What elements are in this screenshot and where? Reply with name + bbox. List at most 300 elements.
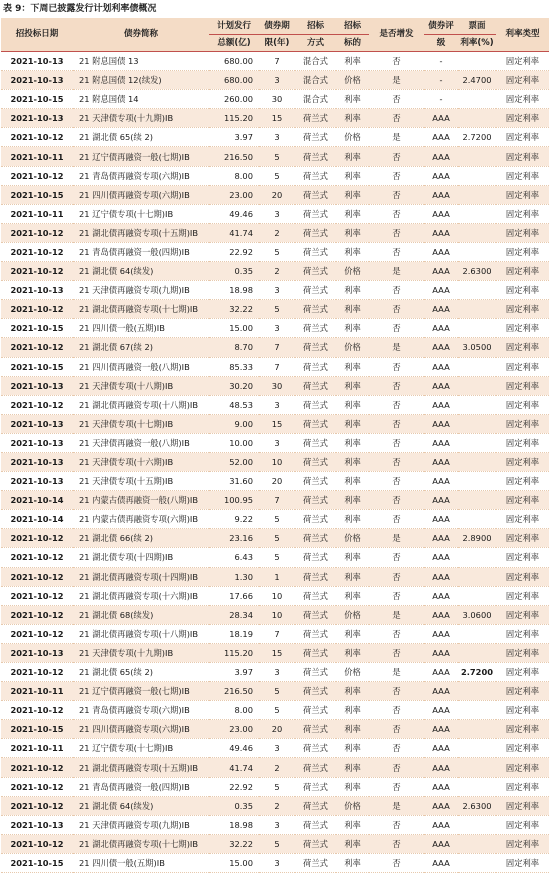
cell-reissue: 否 <box>369 52 424 71</box>
cell-date: 2021-10-13 <box>1 52 73 71</box>
cell-amount: 30.20 <box>209 376 259 395</box>
cell-bond-name: 21 四川债再融资专项(六期)IB <box>73 185 209 204</box>
cell-amount: 18.98 <box>209 815 259 834</box>
table-row <box>1 242 549 261</box>
cell-date: 2021-10-12 <box>1 605 73 624</box>
cell-amount: 17.66 <box>209 586 259 605</box>
cell-method: 荷兰式 <box>295 338 336 357</box>
cell-method: 荷兰式 <box>295 357 336 376</box>
cell-rate-type: 固定利率 <box>496 510 549 529</box>
cell-target: 价格 <box>336 71 369 90</box>
cell-rate-type: 固定利率 <box>496 720 549 739</box>
cell-coupon: 2.6300 <box>458 796 496 815</box>
cell-term: 3 <box>259 853 295 872</box>
cell-rate-type: 固定利率 <box>496 529 549 548</box>
cell-reissue: 否 <box>369 777 424 796</box>
cell-term: 3 <box>259 433 295 452</box>
cell-method: 荷兰式 <box>295 109 336 128</box>
cell-method: 荷兰式 <box>295 663 336 682</box>
cell-reissue: 否 <box>369 452 424 471</box>
cell-rating: AAA <box>424 223 458 242</box>
table-row <box>1 433 549 452</box>
cell-coupon <box>458 433 496 452</box>
cell-rate-type: 固定利率 <box>496 395 549 414</box>
cell-method: 荷兰式 <box>295 624 336 643</box>
cell-rate-type: 固定利率 <box>496 834 549 853</box>
cell-term: 5 <box>259 300 295 319</box>
cell-method: 荷兰式 <box>295 376 336 395</box>
table-row <box>1 472 549 491</box>
cell-reissue: 否 <box>369 643 424 662</box>
cell-target: 利率 <box>336 376 369 395</box>
cell-amount: 41.74 <box>209 758 259 777</box>
cell-method: 荷兰式 <box>295 643 336 662</box>
cell-reissue: 是 <box>369 71 424 90</box>
cell-date: 2021-10-12 <box>1 586 73 605</box>
cell-target: 利率 <box>336 90 369 109</box>
cell-date: 2021-10-12 <box>1 395 73 414</box>
cell-target: 利率 <box>336 452 369 471</box>
cell-bond-name: 21 湖北债 65(续 2) <box>73 128 209 147</box>
table-row <box>1 605 549 624</box>
cell-amount: 8.00 <box>209 701 259 720</box>
cell-coupon <box>458 357 496 376</box>
cell-date: 2021-10-13 <box>1 452 73 471</box>
cell-term: 2 <box>259 758 295 777</box>
cell-amount: 22.92 <box>209 242 259 261</box>
cell-target: 利率 <box>336 682 369 701</box>
cell-rate-type: 固定利率 <box>496 90 549 109</box>
cell-coupon <box>458 643 496 662</box>
header-amount-unit: 总额(亿) <box>209 35 259 52</box>
table-row <box>1 739 549 758</box>
cell-method: 荷兰式 <box>295 395 336 414</box>
cell-coupon <box>458 395 496 414</box>
cell-rating: AAA <box>424 777 458 796</box>
header-coupon: 票面 <box>458 18 496 35</box>
cell-bond-name: 21 湖北债 66(续 2) <box>73 529 209 548</box>
cell-rating: AAA <box>424 548 458 567</box>
cell-coupon: 2.7200 <box>458 663 496 682</box>
cell-date: 2021-10-15 <box>1 720 73 739</box>
table-row <box>1 510 549 529</box>
cell-reissue: 否 <box>369 586 424 605</box>
cell-amount: 8.70 <box>209 338 259 357</box>
cell-date: 2021-10-13 <box>1 281 73 300</box>
cell-method: 荷兰式 <box>295 166 336 185</box>
cell-amount: 22.92 <box>209 777 259 796</box>
cell-method: 荷兰式 <box>295 834 336 853</box>
cell-bond-name: 21 青岛债再融资专项(六期)IB <box>73 701 209 720</box>
header-coupon-unit: 利率(%) <box>458 35 496 52</box>
cell-reissue: 否 <box>369 815 424 834</box>
table-row <box>1 834 549 853</box>
cell-bond-name: 21 天津债专项(十八期)IB <box>73 376 209 395</box>
cell-date: 2021-10-15 <box>1 853 73 872</box>
cell-term: 5 <box>259 777 295 796</box>
table-row <box>1 452 549 471</box>
cell-bond-name: 21 湖北债再融资专项(十八期)IB <box>73 624 209 643</box>
cell-target: 利率 <box>336 281 369 300</box>
cell-amount: 9.22 <box>209 510 259 529</box>
table-row <box>1 548 549 567</box>
rate-bond-issuance-table <box>1 18 549 873</box>
cell-date: 2021-10-14 <box>1 491 73 510</box>
cell-target: 利率 <box>336 185 369 204</box>
cell-amount: 23.16 <box>209 529 259 548</box>
cell-rating: AAA <box>424 452 458 471</box>
cell-method: 荷兰式 <box>295 682 336 701</box>
cell-reissue: 否 <box>369 300 424 319</box>
cell-amount: 8.00 <box>209 166 259 185</box>
cell-reissue: 否 <box>369 281 424 300</box>
cell-term: 5 <box>259 701 295 720</box>
cell-method: 混合式 <box>295 52 336 71</box>
cell-target: 利率 <box>336 414 369 433</box>
cell-term: 1 <box>259 567 295 586</box>
table-row <box>1 204 549 223</box>
cell-coupon <box>458 720 496 739</box>
cell-target: 价格 <box>336 338 369 357</box>
cell-amount: 18.19 <box>209 624 259 643</box>
cell-term: 3 <box>259 204 295 223</box>
cell-bond-name: 21 天津债再融资一般(八期)IB <box>73 433 209 452</box>
cell-target: 利率 <box>336 510 369 529</box>
header-rate-type: 利率类型 <box>496 18 549 52</box>
cell-rate-type: 固定利率 <box>496 357 549 376</box>
cell-term: 30 <box>259 90 295 109</box>
cell-rating: AAA <box>424 739 458 758</box>
cell-method: 荷兰式 <box>295 548 336 567</box>
cell-bond-name: 21 青岛债再融资一般(四期)IB <box>73 242 209 261</box>
cell-target: 利率 <box>336 720 369 739</box>
cell-amount: 41.74 <box>209 223 259 242</box>
cell-bond-name: 21 湖北债再融资专项(十五期)IB <box>73 223 209 242</box>
cell-rating: AAA <box>424 605 458 624</box>
cell-amount: 6.43 <box>209 548 259 567</box>
cell-method: 荷兰式 <box>295 758 336 777</box>
header-rating-line2: 级 <box>424 35 458 52</box>
cell-date: 2021-10-13 <box>1 376 73 395</box>
cell-bond-name: 21 天津债专项(十六期)IB <box>73 452 209 471</box>
cell-method: 荷兰式 <box>295 777 336 796</box>
cell-coupon <box>458 586 496 605</box>
cell-bond-name: 21 辽宁债再融资一般(七期)IB <box>73 147 209 166</box>
cell-rating: AAA <box>424 357 458 376</box>
cell-term: 20 <box>259 720 295 739</box>
cell-date: 2021-10-13 <box>1 815 73 834</box>
cell-bond-name: 21 湖北债再融资专项(十五期)IB <box>73 758 209 777</box>
header-target-line2: 标的 <box>336 35 369 52</box>
cell-date: 2021-10-15 <box>1 357 73 376</box>
cell-rating: AAA <box>424 529 458 548</box>
cell-target: 利率 <box>336 433 369 452</box>
cell-term: 30 <box>259 376 295 395</box>
cell-reissue: 否 <box>369 548 424 567</box>
cell-rating: AAA <box>424 663 458 682</box>
cell-reissue: 否 <box>369 204 424 223</box>
cell-method: 荷兰式 <box>295 586 336 605</box>
cell-rating: AAA <box>424 414 458 433</box>
cell-coupon: 3.0500 <box>458 338 496 357</box>
cell-term: 7 <box>259 52 295 71</box>
table-row <box>1 529 549 548</box>
cell-method: 荷兰式 <box>295 491 336 510</box>
table-row <box>1 223 549 242</box>
header-bond-name: 债券简称 <box>73 18 209 52</box>
header-row <box>1 18 549 35</box>
cell-rating: AAA <box>424 281 458 300</box>
cell-rating: AAA <box>424 242 458 261</box>
cell-date: 2021-10-12 <box>1 624 73 643</box>
table-row <box>1 853 549 872</box>
cell-rate-type: 固定利率 <box>496 605 549 624</box>
cell-term: 2 <box>259 223 295 242</box>
cell-reissue: 否 <box>369 109 424 128</box>
cell-date: 2021-10-11 <box>1 682 73 701</box>
cell-rate-type: 固定利率 <box>496 796 549 815</box>
cell-rate-type: 固定利率 <box>496 567 549 586</box>
cell-reissue: 否 <box>369 472 424 491</box>
cell-rate-type: 固定利率 <box>496 452 549 471</box>
cell-rate-type: 固定利率 <box>496 166 549 185</box>
cell-target: 利率 <box>336 739 369 758</box>
cell-rate-type: 固定利率 <box>496 338 549 357</box>
cell-coupon <box>458 223 496 242</box>
cell-rate-type: 固定利率 <box>496 682 549 701</box>
cell-rating: AAA <box>424 491 458 510</box>
cell-bond-name: 21 青岛债再融资一般(四期)IB <box>73 777 209 796</box>
cell-term: 3 <box>259 71 295 90</box>
cell-reissue: 否 <box>369 433 424 452</box>
table-row <box>1 357 549 376</box>
cell-bond-name: 21 四川债一般(五期)IB <box>73 853 209 872</box>
cell-rate-type: 固定利率 <box>496 643 549 662</box>
table-row <box>1 71 549 90</box>
cell-coupon <box>458 815 496 834</box>
cell-bond-name: 21 四川债再融资专项(六期)IB <box>73 720 209 739</box>
cell-reissue: 否 <box>369 242 424 261</box>
cell-coupon <box>458 242 496 261</box>
cell-method: 荷兰式 <box>295 472 336 491</box>
cell-coupon <box>458 682 496 701</box>
cell-term: 5 <box>259 682 295 701</box>
table-row <box>1 624 549 643</box>
cell-method: 混合式 <box>295 90 336 109</box>
cell-rate-type: 固定利率 <box>496 491 549 510</box>
cell-rating: AAA <box>424 701 458 720</box>
cell-term: 10 <box>259 452 295 471</box>
cell-amount: 23.00 <box>209 720 259 739</box>
cell-bond-name: 21 附息国债 13 <box>73 52 209 71</box>
cell-bond-name: 21 天津债再融资专项(九期)IB <box>73 281 209 300</box>
table-row <box>1 491 549 510</box>
cell-reissue: 是 <box>369 128 424 147</box>
cell-target: 利率 <box>336 242 369 261</box>
cell-rate-type: 固定利率 <box>496 663 549 682</box>
cell-coupon <box>458 701 496 720</box>
table-row <box>1 281 549 300</box>
cell-term: 5 <box>259 510 295 529</box>
cell-reissue: 否 <box>369 701 424 720</box>
cell-rate-type: 固定利率 <box>496 300 549 319</box>
cell-term: 5 <box>259 548 295 567</box>
header-rating: 债券评 <box>424 18 458 35</box>
cell-rating: AAA <box>424 300 458 319</box>
cell-target: 利率 <box>336 548 369 567</box>
cell-term: 3 <box>259 395 295 414</box>
cell-target: 利率 <box>336 319 369 338</box>
cell-rate-type: 固定利率 <box>496 376 549 395</box>
cell-reissue: 是 <box>369 663 424 682</box>
cell-rating: - <box>424 52 458 71</box>
cell-coupon <box>458 300 496 319</box>
cell-amount: 9.00 <box>209 414 259 433</box>
table-caption: 表 9：下周已披露发行计划利率债概况 <box>3 4 157 14</box>
cell-reissue: 否 <box>369 414 424 433</box>
cell-bond-name: 21 湖北债 64(续发) <box>73 796 209 815</box>
cell-rate-type: 固定利率 <box>496 319 549 338</box>
cell-method: 混合式 <box>295 71 336 90</box>
cell-reissue: 否 <box>369 510 424 529</box>
cell-target: 利率 <box>336 491 369 510</box>
cell-amount: 23.00 <box>209 185 259 204</box>
cell-bond-name: 21 四川债一般(五期)IB <box>73 319 209 338</box>
table-row <box>1 147 549 166</box>
cell-term: 7 <box>259 624 295 643</box>
cell-bond-name: 21 内蒙古债再融资一般(八期)IB <box>73 491 209 510</box>
header-target: 招标 <box>336 18 369 35</box>
cell-method: 荷兰式 <box>295 223 336 242</box>
cell-method: 荷兰式 <box>295 605 336 624</box>
cell-term: 5 <box>259 242 295 261</box>
cell-term: 5 <box>259 529 295 548</box>
cell-bond-name: 21 湖北债再融资专项(十六期)IB <box>73 586 209 605</box>
cell-date: 2021-10-12 <box>1 663 73 682</box>
cell-coupon <box>458 853 496 872</box>
cell-bond-name: 21 湖北债再融资专项(十七期)IB <box>73 834 209 853</box>
cell-target: 利率 <box>336 109 369 128</box>
cell-rate-type: 固定利率 <box>496 262 549 281</box>
cell-method: 荷兰式 <box>295 452 336 471</box>
cell-rate-type: 固定利率 <box>496 472 549 491</box>
cell-date: 2021-10-15 <box>1 319 73 338</box>
cell-target: 利率 <box>336 357 369 376</box>
cell-date: 2021-10-13 <box>1 472 73 491</box>
cell-target: 利率 <box>336 777 369 796</box>
header-amount: 计划发行 <box>209 18 259 35</box>
header-method-line2: 方式 <box>295 35 336 52</box>
cell-rating: AAA <box>424 166 458 185</box>
cell-coupon: 3.0600 <box>458 605 496 624</box>
header-date: 招投标日期 <box>1 18 73 52</box>
cell-reissue: 否 <box>369 758 424 777</box>
cell-amount: 260.00 <box>209 90 259 109</box>
cell-bond-name: 21 湖北债 65(续 2) <box>73 663 209 682</box>
table-row <box>1 376 549 395</box>
cell-amount: 49.46 <box>209 739 259 758</box>
cell-rating: AAA <box>424 185 458 204</box>
cell-target: 利率 <box>336 643 369 662</box>
cell-amount: 32.22 <box>209 300 259 319</box>
cell-rating: AAA <box>424 128 458 147</box>
cell-coupon <box>458 52 496 71</box>
cell-date: 2021-10-11 <box>1 739 73 758</box>
cell-coupon <box>458 472 496 491</box>
cell-reissue: 是 <box>369 338 424 357</box>
cell-target: 价格 <box>336 529 369 548</box>
cell-bond-name: 21 湖北债再融资专项(十八期)IB <box>73 395 209 414</box>
cell-amount: 48.53 <box>209 395 259 414</box>
cell-bond-name: 21 天津债专项(十七期)IB <box>73 414 209 433</box>
cell-method: 荷兰式 <box>295 185 336 204</box>
cell-target: 利率 <box>336 147 369 166</box>
cell-method: 荷兰式 <box>295 815 336 834</box>
cell-bond-name: 21 青岛债再融资专项(六期)IB <box>73 166 209 185</box>
cell-term: 2 <box>259 262 295 281</box>
cell-term: 2 <box>259 796 295 815</box>
cell-date: 2021-10-12 <box>1 223 73 242</box>
cell-target: 利率 <box>336 853 369 872</box>
cell-date: 2021-10-15 <box>1 185 73 204</box>
cell-method: 荷兰式 <box>295 414 336 433</box>
cell-term: 3 <box>259 739 295 758</box>
cell-bond-name: 21 辽宁债专项(十七期)IB <box>73 204 209 223</box>
cell-rating: AAA <box>424 796 458 815</box>
cell-amount: 115.20 <box>209 643 259 662</box>
cell-date: 2021-10-12 <box>1 300 73 319</box>
cell-rating: AAA <box>424 834 458 853</box>
cell-reissue: 否 <box>369 223 424 242</box>
cell-rate-type: 固定利率 <box>496 624 549 643</box>
cell-date: 2021-10-12 <box>1 166 73 185</box>
cell-bond-name: 21 天津债专项(十九期)IB <box>73 643 209 662</box>
cell-rating: AAA <box>424 147 458 166</box>
cell-amount: 15.00 <box>209 319 259 338</box>
cell-coupon <box>458 319 496 338</box>
cell-rating: - <box>424 71 458 90</box>
cell-amount: 28.34 <box>209 605 259 624</box>
cell-term: 15 <box>259 643 295 662</box>
cell-amount: 3.97 <box>209 128 259 147</box>
table-row <box>1 414 549 433</box>
table-row <box>1 300 549 319</box>
cell-term: 3 <box>259 663 295 682</box>
table-row <box>1 166 549 185</box>
cell-method: 荷兰式 <box>295 147 336 166</box>
cell-method: 荷兰式 <box>295 510 336 529</box>
table-row <box>1 319 549 338</box>
cell-rate-type: 固定利率 <box>496 739 549 758</box>
cell-target: 利率 <box>336 204 369 223</box>
cell-method: 荷兰式 <box>295 720 336 739</box>
cell-term: 20 <box>259 472 295 491</box>
cell-bond-name: 21 天津债再融资专项(九期)IB <box>73 815 209 834</box>
cell-rating: AAA <box>424 109 458 128</box>
cell-reissue: 否 <box>369 567 424 586</box>
cell-date: 2021-10-12 <box>1 758 73 777</box>
cell-coupon: 2.6300 <box>458 262 496 281</box>
cell-term: 7 <box>259 338 295 357</box>
cell-bond-name: 21 湖北债 64(续发) <box>73 262 209 281</box>
header-reissue: 是否增发 <box>369 18 424 52</box>
cell-amount: 0.35 <box>209 262 259 281</box>
cell-rate-type: 固定利率 <box>496 701 549 720</box>
cell-reissue: 否 <box>369 357 424 376</box>
cell-coupon <box>458 147 496 166</box>
cell-bond-name: 21 四川债再融资一般(八期)IB <box>73 357 209 376</box>
table-row <box>1 643 549 662</box>
